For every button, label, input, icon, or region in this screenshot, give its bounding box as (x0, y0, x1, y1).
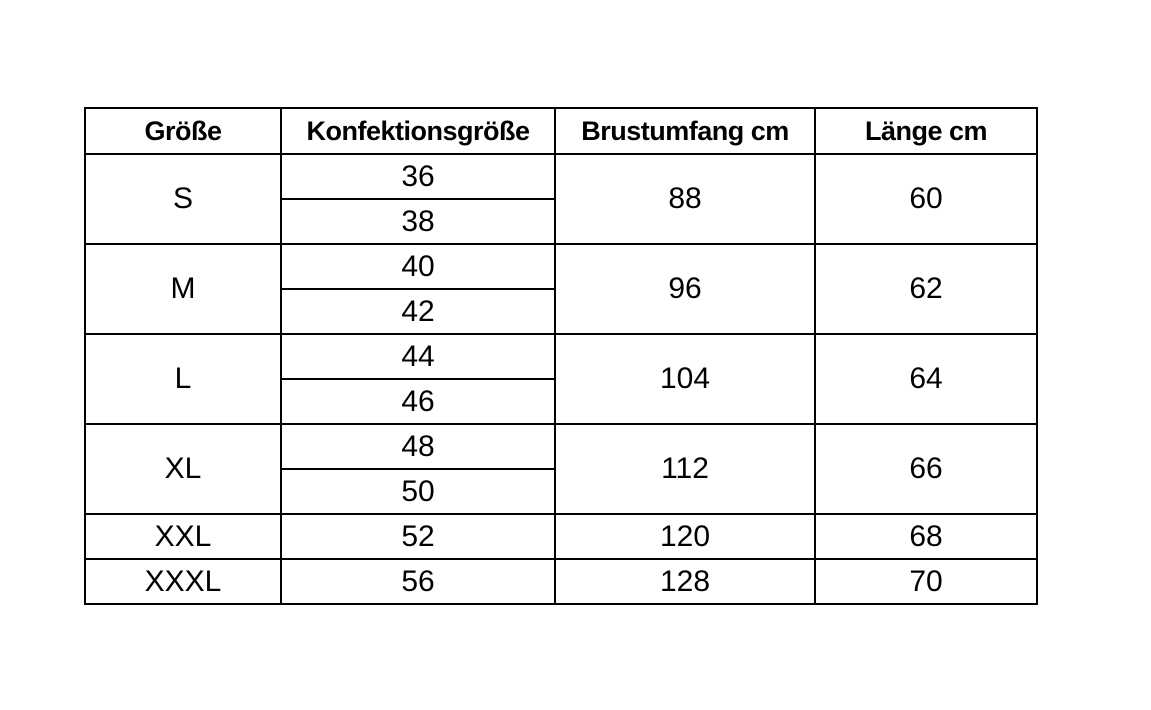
header-row (85, 108, 1037, 154)
cell-brustumfang: 120 (555, 514, 815, 559)
cell-groesse: XXXL (85, 559, 281, 604)
cell-konfektion: 48 (281, 424, 555, 469)
table-row (85, 559, 1037, 604)
table-row (85, 334, 1037, 379)
cell-konfektion: 40 (281, 244, 555, 289)
cell-laenge: 70 (815, 559, 1037, 604)
header-groesse: Größe (85, 108, 281, 154)
cell-konfektion: 44 (281, 334, 555, 379)
cell-laenge: 62 (815, 244, 1037, 334)
table-row (85, 514, 1037, 559)
cell-brustumfang: 96 (555, 244, 815, 334)
cell-laenge: 68 (815, 514, 1037, 559)
cell-laenge: 66 (815, 424, 1037, 514)
cell-laenge: 64 (815, 334, 1037, 424)
cell-konfektion: 56 (281, 559, 555, 604)
cell-konfektion: 36 (281, 154, 555, 199)
size-chart-table (84, 107, 1038, 605)
cell-konfektion: 42 (281, 289, 555, 334)
header-laenge: Länge cm (815, 108, 1037, 154)
cell-konfektion: 50 (281, 469, 555, 514)
cell-brustumfang: 112 (555, 424, 815, 514)
table-row (85, 424, 1037, 469)
cell-groesse: L (85, 334, 281, 424)
cell-groesse: M (85, 244, 281, 334)
table-row (85, 154, 1037, 199)
cell-konfektion: 46 (281, 379, 555, 424)
cell-laenge: 60 (815, 154, 1037, 244)
cell-konfektion: 52 (281, 514, 555, 559)
header-konfektionsgroesse: Konfektionsgröße (281, 108, 555, 154)
table-row (85, 244, 1037, 289)
cell-brustumfang: 128 (555, 559, 815, 604)
header-brustumfang: Brustumfang cm (555, 108, 815, 154)
cell-groesse: S (85, 154, 281, 244)
cell-brustumfang: 88 (555, 154, 815, 244)
cell-groesse: XXL (85, 514, 281, 559)
cell-groesse: XL (85, 424, 281, 514)
cell-brustumfang: 104 (555, 334, 815, 424)
cell-konfektion: 38 (281, 199, 555, 244)
